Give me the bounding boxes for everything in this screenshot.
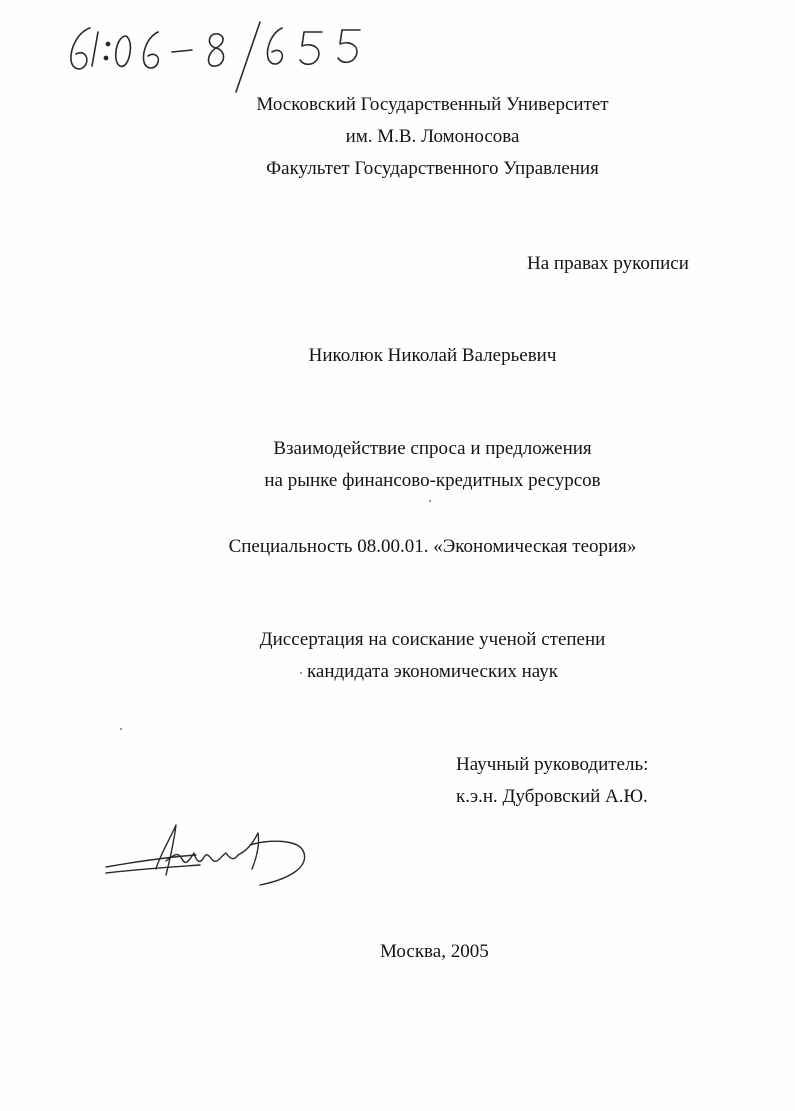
degree-line-1: Диссертация на соискание ученой степени (259, 629, 606, 650)
dissertation-title-line-2: на рынке финансово-кредитных ресурсов (264, 470, 601, 491)
faculty-name: Факультет Государственного Управления (266, 158, 599, 179)
supervisor-name: к.э.н. Дубровский А.Ю. (456, 786, 648, 807)
city-year: Москва, 2005 (380, 941, 489, 962)
scan-speck (120, 728, 122, 730)
scan-speck (300, 672, 302, 674)
scan-speck (429, 500, 431, 502)
university-name: Московский Государственный Университет (256, 94, 609, 115)
specialty: Специальность 08.00.01. «Экономическая теория» (228, 536, 637, 557)
supervisor-label: Научный руководитель: (456, 754, 649, 775)
university-named-after: им. М.В. Ломоносова (345, 126, 520, 147)
dissertation-title-line-1: Взаимодействие спроса и предложения (273, 438, 592, 459)
degree-line-2: кандидата экономических наук (306, 661, 559, 682)
author-name: Николюк Николай Валерьевич (308, 345, 557, 366)
signature (100, 815, 315, 895)
manuscript-rights: На правах рукописи (527, 253, 689, 274)
handwritten-archive-code (60, 14, 400, 94)
